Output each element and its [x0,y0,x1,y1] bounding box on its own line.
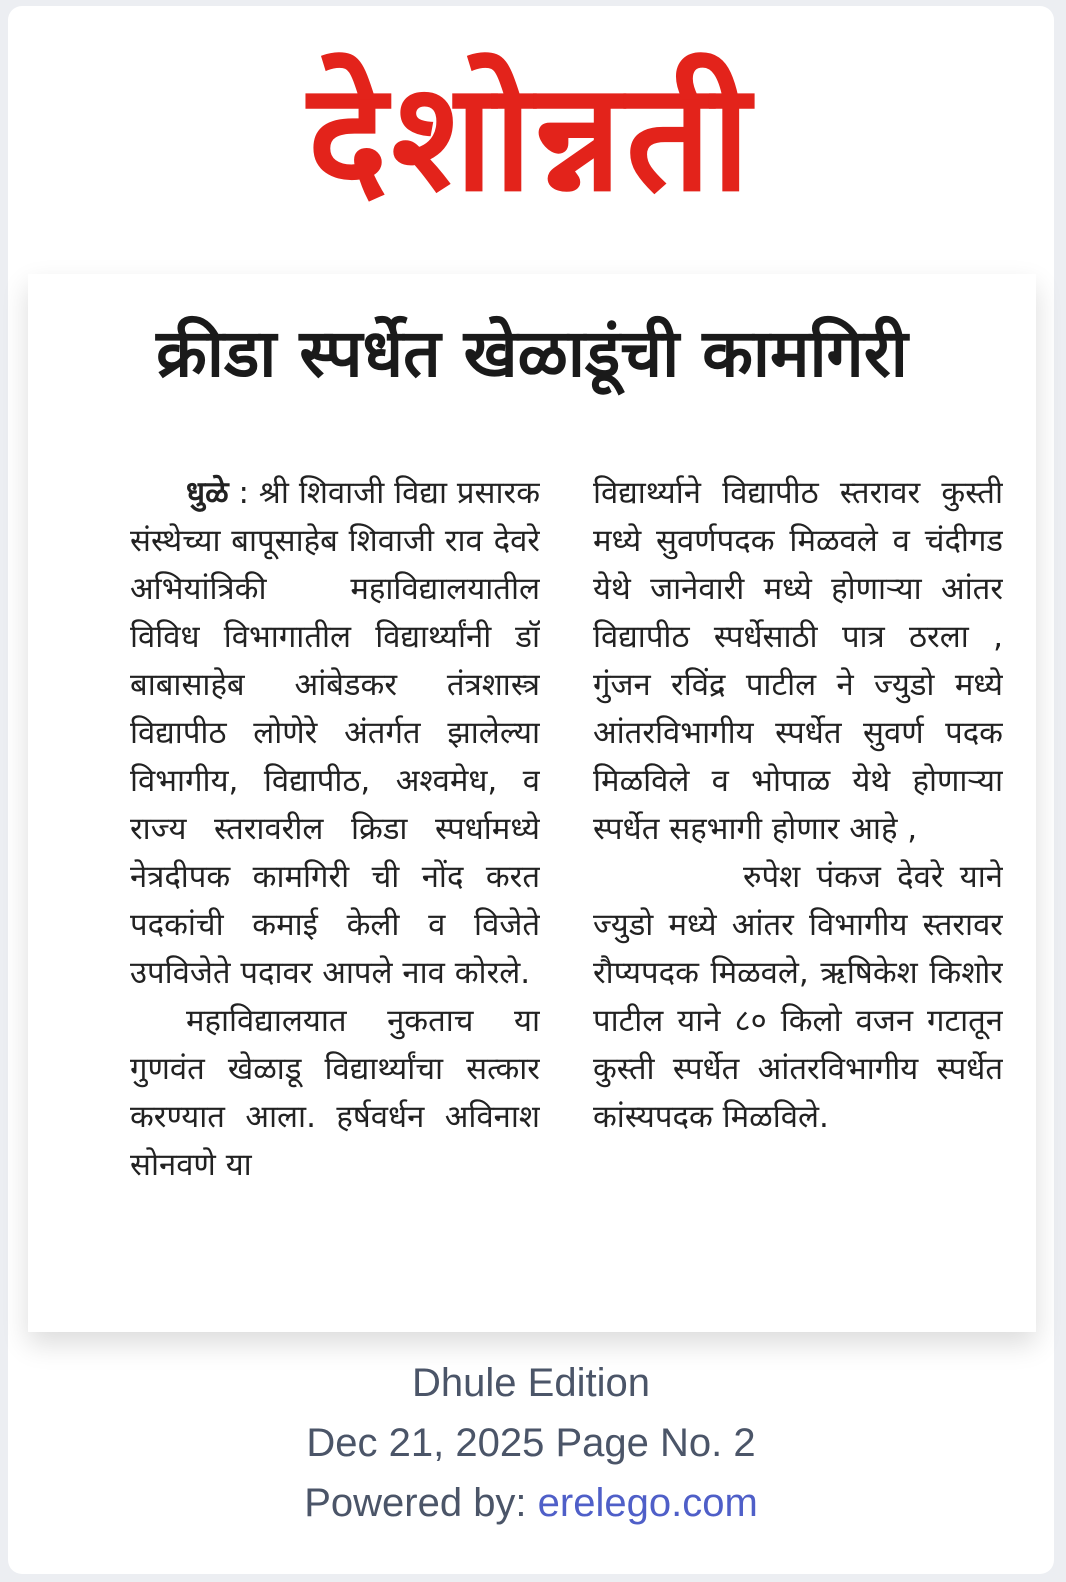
dateline-separator: : [228,475,259,511]
edition-label: Dhule Edition [412,1361,650,1405]
dateline: धुळे [186,475,229,511]
epaper-card [8,6,1054,1574]
article-clipping [28,274,1036,1332]
right-paragraph-1: विद्यार्थ्याने विद्यापीठ स्तरावर कुस्ती मध्ये सुवर्णपदक मिळवले व चंदीगड येथे जानेवारी मध्ये होणाऱ्या आंतर विद्यापीठ स्पर्धेसाठी पात्र ठरला , गुंजन रविंद्र पाटील ने ज्युडो मध्ये आंतरविभागीय स्पर्धेत सुवर्ण पदक मिळविले व भोपाळ येथे होणाऱ्या स्पर्धेत सहभागी होणार आहे , [593,475,1003,847]
right-paragraph-2: रुपेश पंकज देवरे याने ज्युडो मध्ये आंतर विभागीय स्तरावर रौप्यपदक मिळवले, ऋषिकेश किशोर पाटील याने ८० किलो वजन गटातून कुस्ती स्पर्धेत आंतरविभागीय स्पर्धेत कांस्यपदक मिळविले. [593,859,1003,1135]
date-page-label: Dec 21, 2025 Page No. 2 [306,1421,756,1465]
left-paragraph-1 [130,469,540,997]
left-paragraph-1-text: श्री शिवाजी विद्या प्रसारक संस्थेच्या बापूसाहेब शिवाजी राव देवरे अभियांत्रिकी महाविद्यालयातील विविध विभागातील विद्यार्थ्यांनी डॉ बाबासाहेब आंबेडकर तंत्रशास्त्र विद्यापीठ लोणेरे अंतर्गत झालेल्या विभागीय, विद्यापीठ, अश्वमेध, व राज्य स्तरावरील क्रिडा स्पर्धामध्ये नेत्रदीपक कामगिरी ची नोंद करत पदकांची कमाई केली व विजेते उपविजेते पदावर आपले नाव कोरले. [130,475,540,991]
left-paragraph-2: महाविद्यालयात नुकताच या गुणवंत खेळाडू विद्यार्थ्यांचा सत्कार करण्यात आला. हर्षवर्धन अविनाश सोनवणे या [130,1003,540,1183]
powered-by-label: Powered by: [304,1481,538,1525]
article-left-column [130,469,540,1324]
powered-by-line [8,1481,1054,1526]
article-right-column [593,469,1003,1324]
newspaper-masthead-logo: देशोन्नती [307,51,755,225]
article-headline: क्रीडा स्पर्धेत खेळाडूंची कामगिरी [156,315,908,392]
erelego-link[interactable]: erelego.com [537,1481,758,1525]
